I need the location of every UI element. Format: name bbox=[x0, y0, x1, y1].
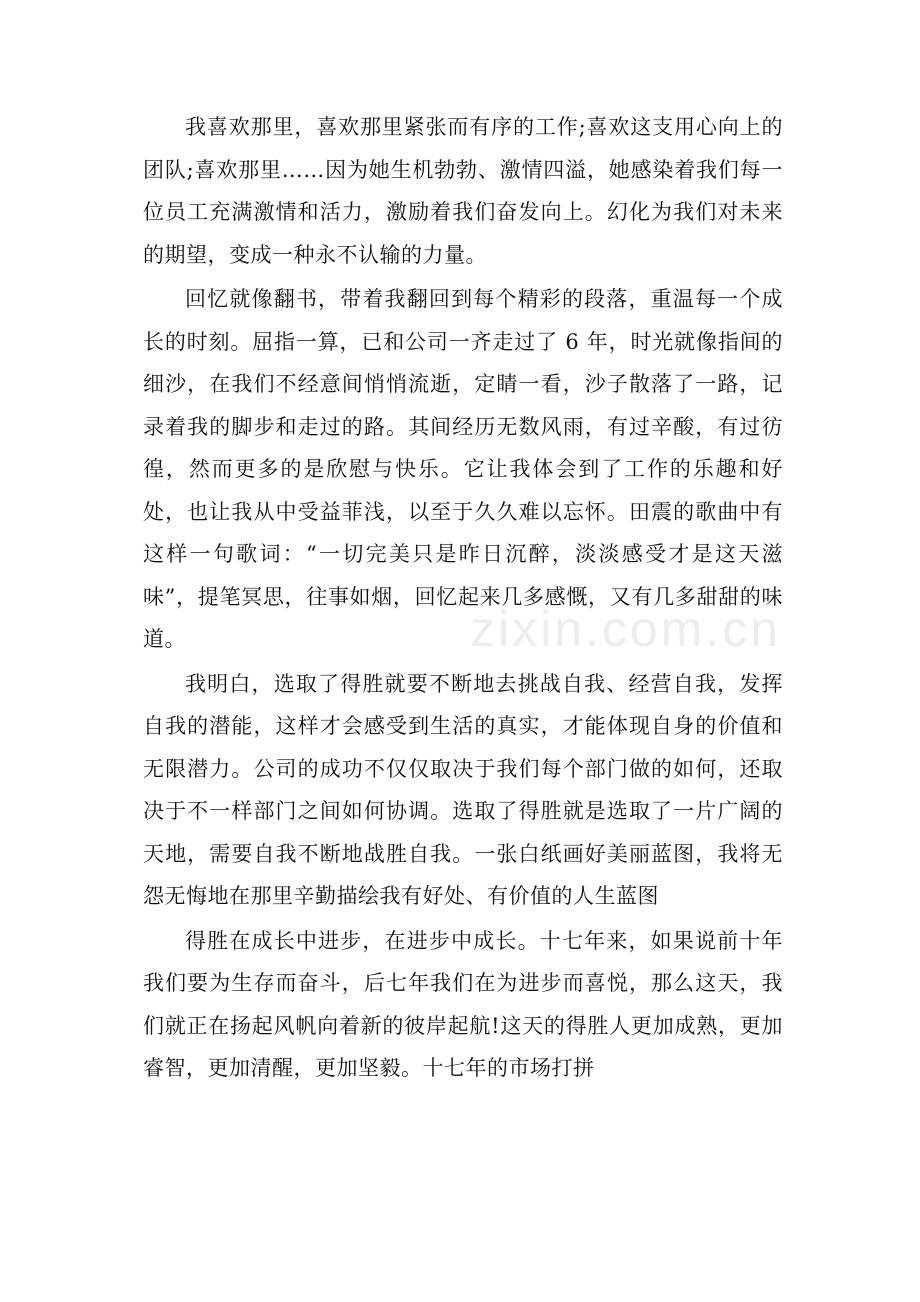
paragraph: 得胜在成长中进步，在进步中成长。十七年来，如果说前十年我们要为生存而奋斗，后七年我们在为进步而喜悦，那么这天，我们就正在扬起风帆向着新的彼岸起航!这天的得胜人更加成熟，更加睿智，更加清醒，更加坚毅。十七年的市场打拼 bbox=[143, 928, 783, 1080]
watermark: zixin.com.cn bbox=[470, 601, 782, 657]
document-body bbox=[143, 106, 783, 1092]
paragraph: 我明白，选取了得胜就要不断地去挑战自我、经营自我，发挥自我的潜能，这样才会感受到生活的真实，才能体现自身的价值和无限潜力。公司的成功不仅仅取决于我们每个部门做的如何，还取决于不一样部门之间如何协调。选取了得胜就是选取了一片广阔的天地，需要自我不断地战胜自我。一张白纸画好美丽蓝图，我将无怨无悔地在那里辛勤描绘我有好处、有价值的人生蓝图 bbox=[143, 671, 783, 908]
paragraph: 回忆就像翻书，带着我翻回到每个精彩的段落，重温每一个成长的时刻。屈指一算，已和公司一齐走过了 6 年，时光就像指间的细沙，在我们不经意间悄悄流逝，定睛一看，沙子散落了一路，记录着我的脚步和走过的路。其间经历无数风雨，有过辛酸，有过彷徨，然而更多的是欣慰与快乐。它让我体会到了工作的乐趣和好处，也让我从中受益菲浅，以至于久久难以忘怀。田震的歌曲中有这样一句歌词：“一切完美只是昨日沉醉，淡淡感受才是这天滋味”，提笔冥思，往事如烟，回忆起来几多感慨，又有几多甜甜的味道。 bbox=[143, 287, 783, 651]
paragraph: 我喜欢那里，喜欢那里紧张而有序的工作;喜欢这支用心向上的团队;喜欢那里……因为她生机勃勃、激情四溢，她感染着我们每一位员工充满激情和活力，激励着我们奋发向上。幻化为我们对未来的期望，变成一种永不认输的力量。 bbox=[143, 115, 783, 267]
